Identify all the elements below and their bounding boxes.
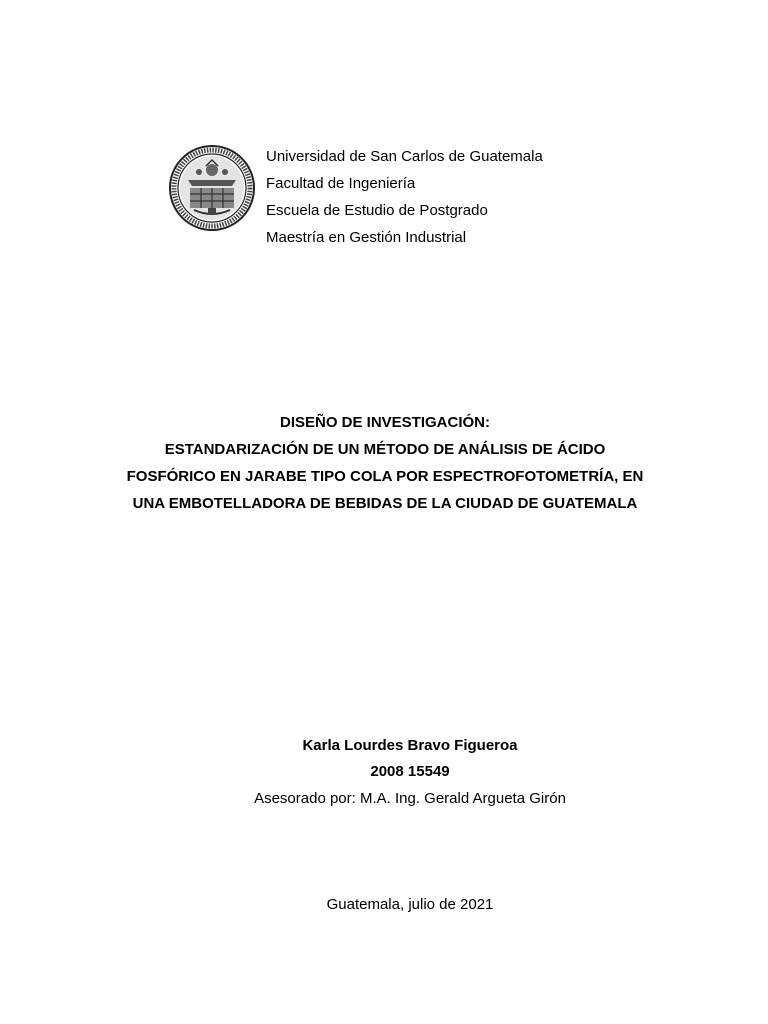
student-id: 2008 15549 bbox=[370, 763, 450, 780]
author-name: Karla Lourdes Bravo Figueroa bbox=[302, 737, 518, 754]
title-line-2: ESTANDARIZACIÓN DE UN MÉTODO DE ANÁLISIS DE ÁCIDO bbox=[164, 441, 606, 458]
institution-header bbox=[266, 143, 726, 251]
university-seal-icon bbox=[168, 144, 256, 232]
title-line-3: FOSFÓRICO EN JARABE TIPO COLA POR ESPECTROFOTOMETRÍA, EN bbox=[126, 468, 644, 485]
school-name: Escuela de Estudio de Postgrado bbox=[266, 202, 488, 219]
author-info bbox=[110, 733, 710, 813]
place-and-date: Guatemala, julio de 2021 bbox=[326, 896, 494, 913]
title-line-4: UNA EMBOTELLADORA DE BEBIDAS DE LA CIUDAD DE GUATEMALA bbox=[132, 495, 638, 512]
advisor-line: Asesorado por: M.A. Ing. Gerald Argueta Girón bbox=[254, 790, 566, 807]
university-name: Universidad de San Carlos de Guatemala bbox=[266, 148, 543, 165]
program-name: Maestría en Gestión Industrial bbox=[266, 229, 467, 246]
document-title bbox=[60, 409, 710, 517]
faculty-name: Facultad de Ingeniería bbox=[266, 175, 416, 192]
title-line-1: DISEÑO DE INVESTIGACIÓN: bbox=[279, 414, 491, 431]
